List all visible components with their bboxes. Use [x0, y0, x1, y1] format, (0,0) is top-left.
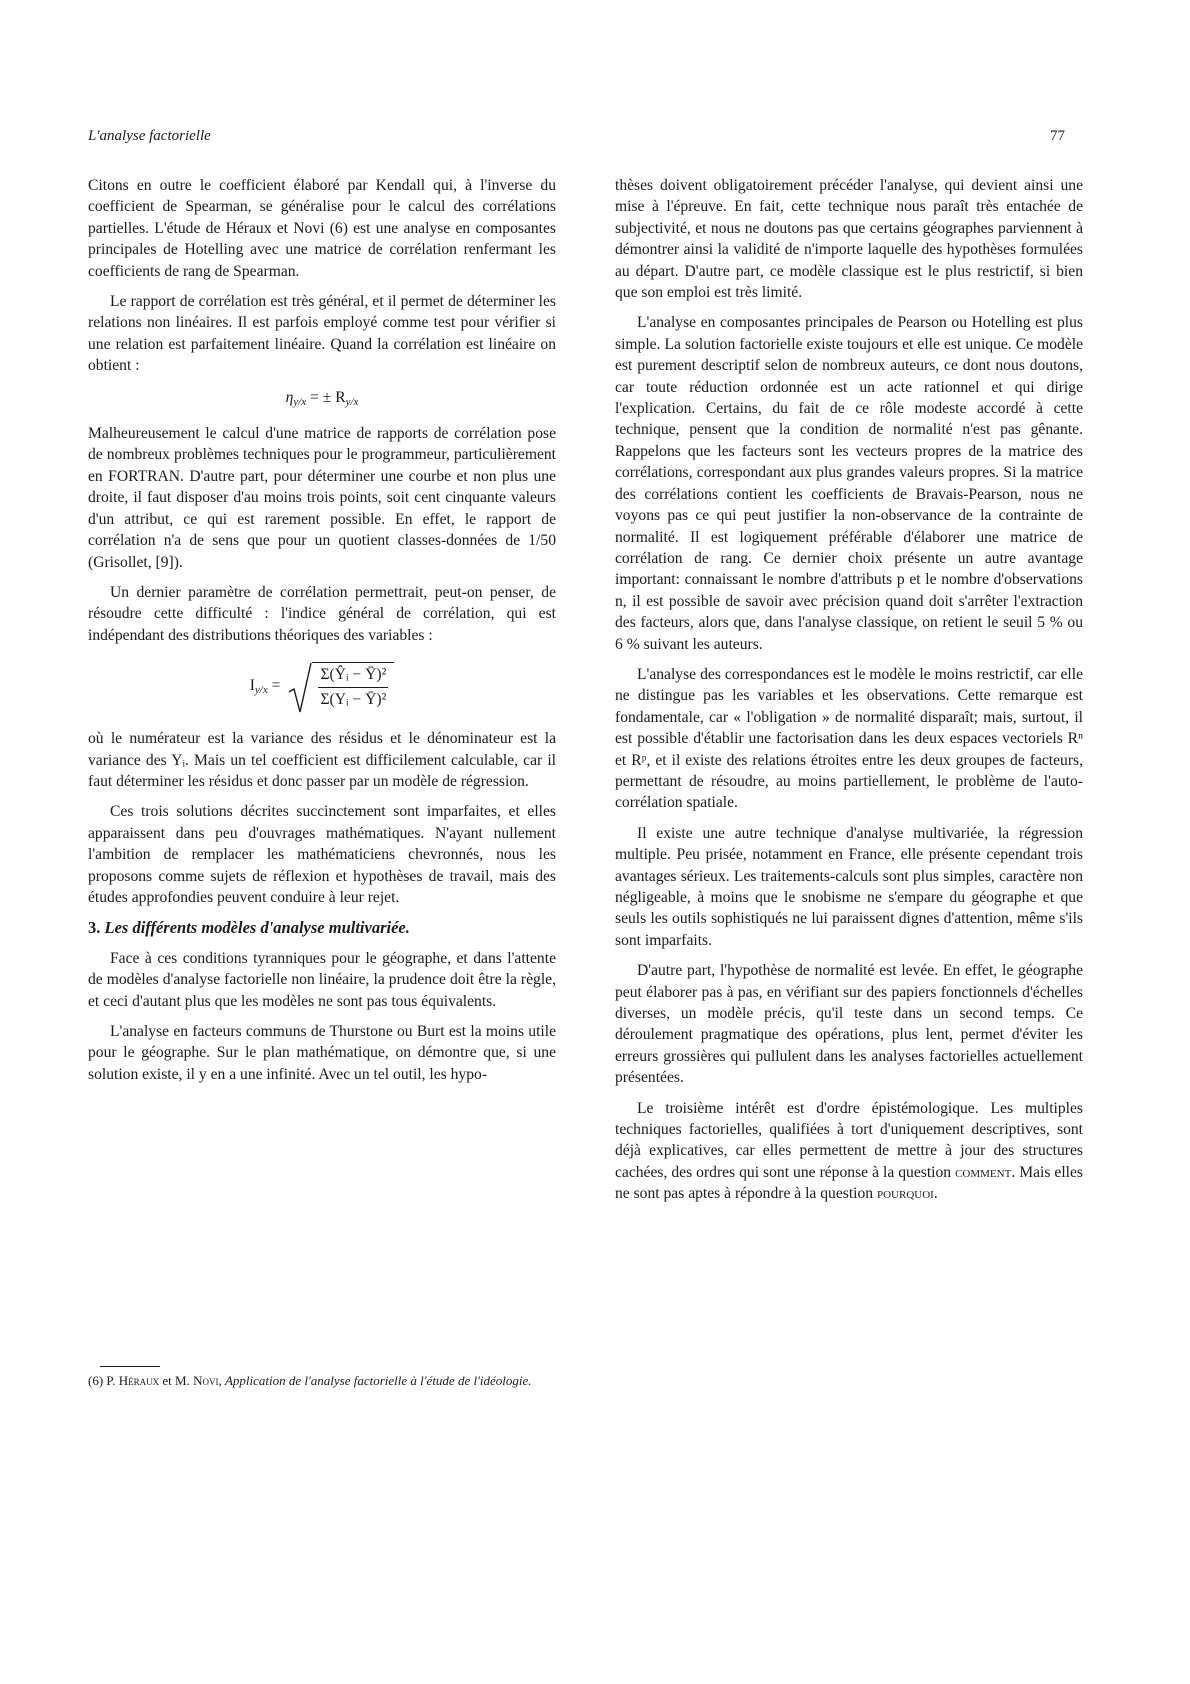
fraction — [312, 662, 394, 714]
paragraph: L'analyse en facteurs communs de Thurstone ou Burt est la moins utile pour le géographe. Sur le plan mathématique, on démontre que, si une solution existe, il y en a une infinité. Avec un tel outil, les hypo- — [88, 1023, 556, 1083]
paragraph: L'analyse des correspondances est le modèle le moins restrictif, car elle ne distingue pas les variables et les observations. Cette remarque est fondamentale, car « l'obligation » de normalité disparaît; mais, surtout, il est possible d'établir une factorisation dans les deux espaces vectoriels Rⁿ et Rᵖ, et il existe des relations étroites entre les deux groupes de facteurs, permettant de résoudre, au moins partiellement, le problème de l'auto-corrélation spatiale. — [615, 665, 1083, 812]
section-title: Les différents modèles d'analyse multivariée. — [104, 918, 410, 938]
paragraph: L'analyse en composantes principales de Pearson ou Hotelling est plus simple. La solution factorielle existe toujours et elle est unique. Ce modèle est purement descriptif selon de nombreux auteurs, ce dont nous doutons, car toute réduction ordonnée est un acte rationnel et qui dirige l'explication. Certains, du fait de ce rôle modeste accordé à cette technique, pensent que la condition de normalité n'est pas gênante. Rappelons que les facteurs sont les vecteurs propres de la matrice des corrélations, correspondant aux plus grandes valeurs propres. Si la matrice des corrélations contient les coefficients de Bravais-Pearson, nous ne voyons pas ce qui peut justifier la non-observance de la contrainte de normalité. Il est logiquement préférable d'élaborer une matrice de corrélation de rang. Ce dernier choix présente un autre avantage important: connaissant le nombre d'attributs p et le nombre d'observations n, il est possible de savoir avec précision quand doit s'arrêter l'extraction des facteurs, alors que, dans l'analyse classique, on retient le seuil 5 % ou 6 % suivant les auteurs. — [615, 314, 1083, 653]
equation-correlation-ratio — [88, 387, 556, 413]
author-name: Héraux — [118, 1373, 160, 1388]
text-run: P. — [103, 1373, 119, 1388]
footnote-title: Application de l'analyse factorielle à l'étude de l'idéologie. — [224, 1373, 532, 1388]
eq-equals: = — [267, 676, 281, 694]
paragraph: Il existe une autre technique d'analyse multivariée, la régression multiple. Peu prisée, notamment en France, elle présente cependant trois avantages sérieux. Les traitements-calculs sont plus simples, caractère non négligeable, à moins que le snobisme ne s'empare du géographe et que seuls les outils sophistiqués ne lui paraissent dignes d'attention, même s'ils sont imparfaits. — [615, 824, 1083, 949]
page-number: 77 — [1050, 128, 1065, 144]
paragraph: D'autre part, l'hypothèse de normalité est levée. En effet, le géographe peut élaborer pas à pas, en vérifiant sur des papiers fonctionnels d'échelles diverses, un modèle précis, qu'il teste dans un second temps. Ce déroulement pragmatique des opérations, plus lent, permet d'éviter les erreurs grossières qui pullulent dans les analyses factorielles actuellement présentées. — [615, 962, 1083, 1087]
text-run: . — [933, 1185, 938, 1203]
fraction-denominator: Σ(Yᵢ − Ȳ)² — [320, 690, 387, 708]
paragraph: Un dernier paramètre de corrélation permettrait, peut-on penser, de résoudre cette difficulté : l'indice général de corrélation, qui est indépendant des distributions théoriques des variables : — [88, 583, 556, 644]
footnote-marker: (6) — [88, 1373, 104, 1388]
eq-rhs: = ± R — [306, 388, 346, 406]
paragraph: Face à ces conditions tyranniques pour le géographe, et dans l'attente de modèles d'analyse factorielle non linéaire, la prudence doit être la règle, et ceci d'autant plus que les modèles ne sont pas tous équivalents. — [88, 949, 556, 1010]
footnote — [88, 1372, 556, 1389]
eq-subscript: y/x — [293, 395, 307, 408]
paragraph: Malheureusement le calcul d'une matrice de rapports de corrélation pose de nombreux problèmes techniques pour le programmeur, particulièrement en FORTRAN. D'autre part, pour déterminer une courbe et non plus une droite, il faut disposer d'au moins trois points, soit cent cinquante valeurs d'un attribut, ce qui est rarement possible. En effet, le rapport de corrélation n'a de sens que pour un quotient classes-données de 1/50 (Grisollet, [9]). — [88, 425, 556, 571]
eq-lhs — [250, 675, 281, 701]
text-run: . Mais elles ne sont pas aptes à répondre à la question — [615, 1163, 1083, 1203]
eq-symbol: I — [249, 676, 255, 694]
eq-subscript: y/x — [254, 683, 268, 696]
text-run: et M. — [159, 1373, 194, 1388]
paragraph: Citons en outre le coefficient élaboré par Kendall qui, à l'inverse du coefficient de Spearman, se généralise pour le calcul des corrélations partielles. L'étude de Héraux et Novi (6) est une analyse en composantes principales de Hotelling avec une matrice de corrélation renfermant les coefficients de rang de Spearman. — [88, 177, 556, 280]
paragraph: où le numérateur est la variance des résidus et le dénominateur est la variance des Yᵢ. Mais un tel coefficient est difficilement calculable, car il faut déterminer les résidus et donc passer par un modèle de régression. — [88, 730, 556, 790]
small-caps-term: pourquoi — [876, 1185, 934, 1203]
equation-correlation-index — [88, 662, 556, 714]
small-caps-term: comment — [955, 1163, 1012, 1181]
square-root — [288, 662, 394, 714]
left-column — [88, 175, 556, 1094]
radical-sign-icon — [288, 662, 312, 714]
text-run: Le troisième intérêt est d'ordre épistémologique. Les multiples techniques factorielles, qualifiées à tort d'uniquement descriptives, sont déjà explicatives, car elles permettent de mettre à jour des structures cachées, des ordres qui sont une réponse à la question — [615, 1099, 1083, 1181]
eq-symbol: η — [285, 388, 294, 406]
footnote-divider — [100, 1366, 160, 1367]
eq-subscript: y/x — [345, 395, 359, 408]
paragraph — [615, 1098, 1083, 1205]
running-title: L'analyse factorielle — [88, 128, 211, 144]
paragraph: Le rapport de corrélation est très général, et il permet de déterminer les relations non linéaires. Il est parfois employé comme test pour vérifier si une relation est parfaitement linéaire. Quand la corrélation est linéaire on obtient : — [88, 293, 556, 375]
right-column — [615, 175, 1083, 1214]
paragraph: Ces trois solutions décrites succinctement sont imparfaites, et elles apparaissent dans peu d'ouvrages mathématiques. N'ayant nullement l'ambition de remplacer les mathématiciens chevronnés, nous les proposons comme sujets de réflexion et hypothèses de travail, mais des études approfondies peuvent conduire à leur rejet. — [88, 803, 556, 906]
fraction-numerator: Σ(Ŷᵢ − Ȳ)² — [318, 664, 388, 687]
section-heading — [88, 917, 556, 938]
author-name: Novi — [193, 1373, 219, 1388]
text-run: , — [218, 1373, 225, 1388]
section-number: 3. — [88, 918, 101, 938]
paragraph: thèses doivent obligatoirement précéder l'analyse, qui devient ainsi une mise à l'épreuve. En fait, cette technique nous paraît très entachée de subjectivité, et nous ne doutons pas que certains géographes parviennent à démontrer ainsi la validité de n'importe laquelle des hypothèses formulées au départ. D'autre part, ce modèle classique est le plus restrictif, si bien que son emploi est très limité. — [615, 177, 1083, 302]
